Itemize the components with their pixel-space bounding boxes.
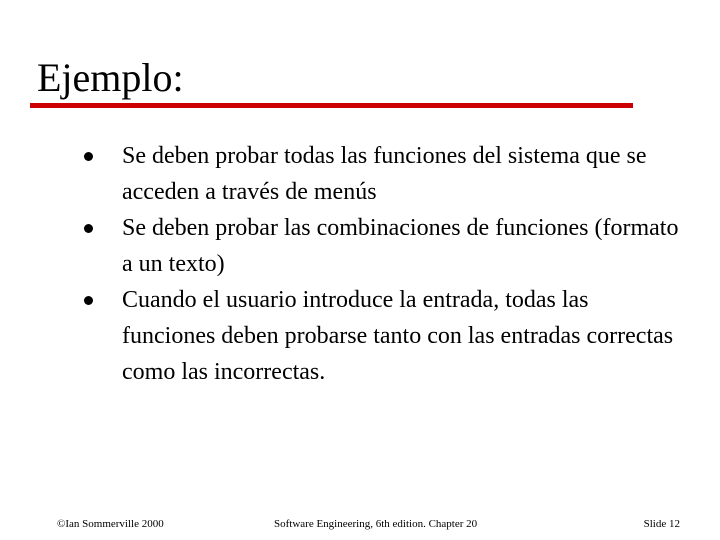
footer-copyright: ©Ian Sommerville 2000 <box>57 518 164 530</box>
bullet-dot-icon <box>84 152 93 161</box>
bullet-list <box>0 138 720 390</box>
list-item <box>0 138 682 210</box>
slide-title: Ejemplo: <box>37 55 184 100</box>
bullet-text: Se deben probar las combinaciones de funciones (formato a un texto) <box>122 215 679 277</box>
bullet-dot-icon <box>84 296 93 305</box>
title-underline <box>30 103 633 108</box>
bullet-text: Cuando el usuario introduce la entrada, todas las funciones deben probarse tanto con las entradas correctas como las incorrectas. <box>122 287 674 385</box>
footer-book-title: Software Engineering, 6th edition. Chapter 20 <box>274 518 478 530</box>
footer-slide-number: Slide 12 <box>643 518 680 530</box>
bullet-dot-icon <box>84 224 93 233</box>
bullet-text: Se deben probar todas las funciones del sistema que se acceden a través de menús <box>122 143 647 205</box>
list-item <box>0 282 682 390</box>
list-item <box>0 210 682 282</box>
